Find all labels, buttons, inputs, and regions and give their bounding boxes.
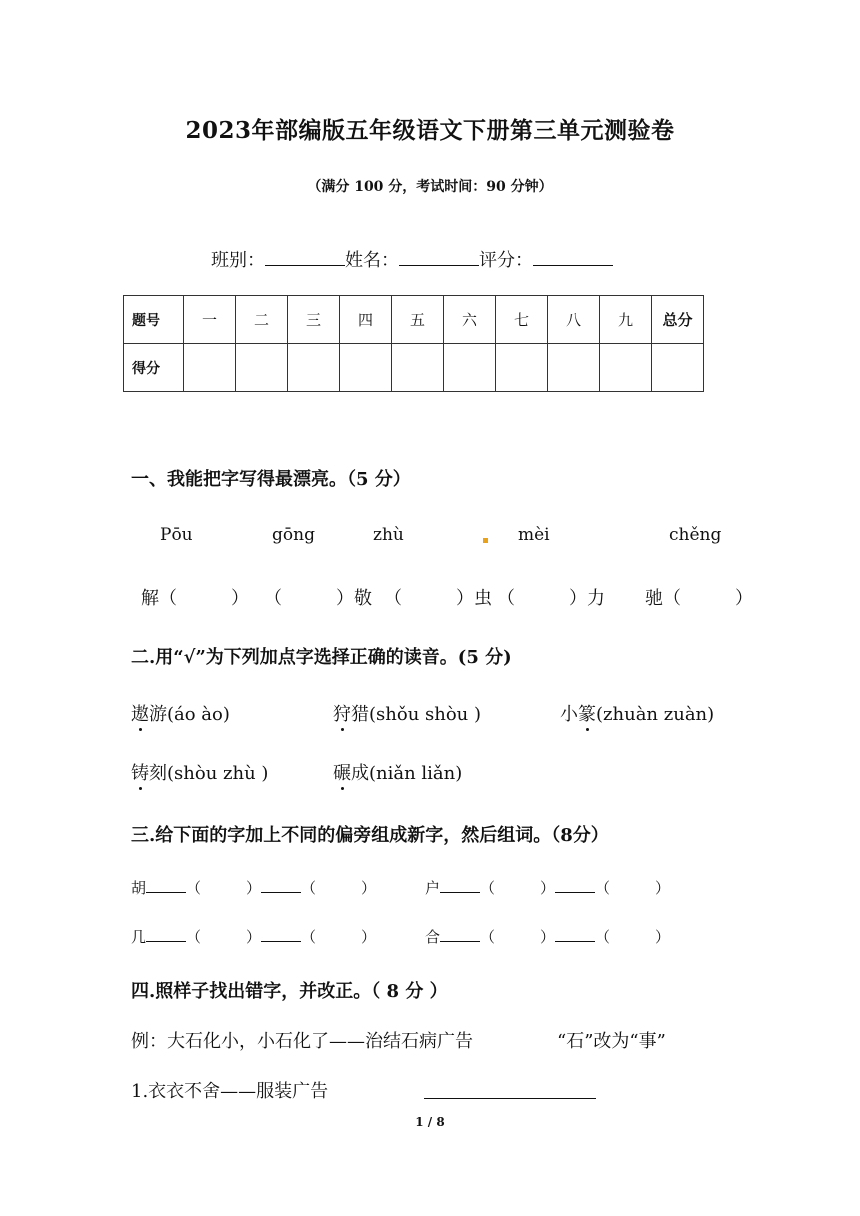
pinyin-3: zhù [373,525,404,545]
radical-item-hu2[interactable] [425,877,670,898]
mark-dot [483,538,488,543]
example-sentence: 例：大石化小，小石化了——治结石病广告 [131,1031,473,1052]
section4-heading: 四.照样子找出错字，并改正。（ 8 分 ） [131,981,448,1002]
write-item-1[interactable]: 解（ ） [141,588,249,609]
section1-heading: 一、我能把字写得最漂亮。（5 分） [131,469,411,490]
score-input-cell[interactable] [444,344,496,392]
word-paren[interactable]: （ ） [480,879,556,897]
base-char: 几 [131,928,147,946]
dotted-char: 狩 [333,704,351,725]
table-cell: 一 [184,296,236,344]
score-input-cell[interactable] [600,344,652,392]
char-blank[interactable] [261,929,301,942]
table-cell: 得分 [124,344,184,392]
base-char: 合 [425,928,441,946]
question-4-1: 1.衣衣不舍——服装广告 [131,1081,329,1102]
char-blank[interactable] [440,880,480,893]
class-blank[interactable] [265,249,345,266]
reading-item-3[interactable] [560,700,714,726]
table-cell: 五 [392,296,444,344]
radical-item-ji[interactable] [131,926,376,947]
table-cell: 八 [548,296,600,344]
student-info-row [211,246,613,272]
table-cell: 六 [444,296,496,344]
table-cell: 九 [600,296,652,344]
name-label: 姓名： [345,250,399,271]
answer-blank[interactable] [424,1098,596,1099]
table-cell: 总分 [652,296,704,344]
example-answer: “石”改为“事” [557,1031,666,1052]
reading-options: (zhuàn zuàn) [596,704,715,725]
base-char: 户 [425,879,441,897]
pinyin-4: mèi [518,525,550,545]
char-blank[interactable] [555,880,595,893]
char-blank[interactable] [555,929,595,942]
class-label: 班别： [211,250,265,271]
write-item-4[interactable]: （ ）力 [497,588,605,609]
char-blank[interactable] [440,929,480,942]
score-table [123,295,704,392]
score-input-cell[interactable] [652,344,704,392]
word-paren[interactable]: （ ） [301,879,377,897]
score-input-cell[interactable] [288,344,340,392]
page-title: 2023年部编版五年级语文下册第三单元测验卷 [185,117,675,144]
score-input-cell[interactable] [548,344,600,392]
pinyin-5: chěng [669,525,722,545]
score-table-header-row [124,296,704,344]
word-paren[interactable]: （ ） [186,879,262,897]
score-blank[interactable] [533,249,613,266]
score-input-cell[interactable] [340,344,392,392]
table-cell: 七 [496,296,548,344]
table-cell: 二 [236,296,288,344]
radical-item-he[interactable] [425,926,670,947]
radical-item-hu[interactable] [131,877,376,898]
section3-heading: 三.给下面的字加上不同的偏旁组成新字，然后组词。（8分） [131,825,609,846]
score-input-cell[interactable] [392,344,444,392]
pinyin-2: gōng [272,525,315,545]
char-blank[interactable] [146,880,186,893]
reading-item-5[interactable] [333,759,462,785]
dotted-char: 碾 [333,763,351,784]
reading-item-4[interactable] [131,759,268,785]
pinyin-1: Pōu [160,525,193,545]
score-input-cell[interactable] [184,344,236,392]
reading-item-2[interactable] [333,700,481,726]
write-item-3[interactable]: （ ）虫 [384,588,492,609]
table-cell: 三 [288,296,340,344]
page-subtitle: （满分 100 分，考试时间：90 分钟） [307,179,553,195]
word-paren[interactable]: （ ） [595,928,671,946]
write-item-5[interactable]: 驰（ ） [645,588,753,609]
word-paren[interactable]: （ ） [595,879,671,897]
score-input-cell[interactable] [496,344,548,392]
section2-heading: 二.用“√”为下列加点字选择正确的读音。(5 分) [131,647,512,668]
name-blank[interactable] [399,249,479,266]
reading-options: 成(niǎn liǎn) [351,763,463,784]
write-item-2[interactable]: （ ）敬 [264,588,372,609]
base-char: 胡 [131,879,147,897]
reading-options: 刻(shòu zhù ) [149,763,269,784]
reading-options: 游(áo ào) [149,704,230,725]
dotted-char: 篆 [578,704,596,725]
reading-item-1[interactable] [131,700,230,726]
table-cell: 题号 [124,296,184,344]
char-blank[interactable] [261,880,301,893]
score-label: 评分： [479,250,533,271]
reading-options: 猎(shǒu shòu ) [351,704,482,725]
page-number: 1 / 8 [415,1115,445,1129]
word-paren[interactable]: （ ） [186,928,262,946]
char-blank[interactable] [146,929,186,942]
word-paren[interactable]: （ ） [480,928,556,946]
dotted-char: 铸 [131,763,149,784]
table-cell: 四 [340,296,392,344]
word-paren[interactable]: （ ） [301,928,377,946]
score-table-score-row [124,344,704,392]
dotted-char: 遨 [131,704,149,725]
score-input-cell[interactable] [236,344,288,392]
plain-char: 小 [560,704,578,725]
